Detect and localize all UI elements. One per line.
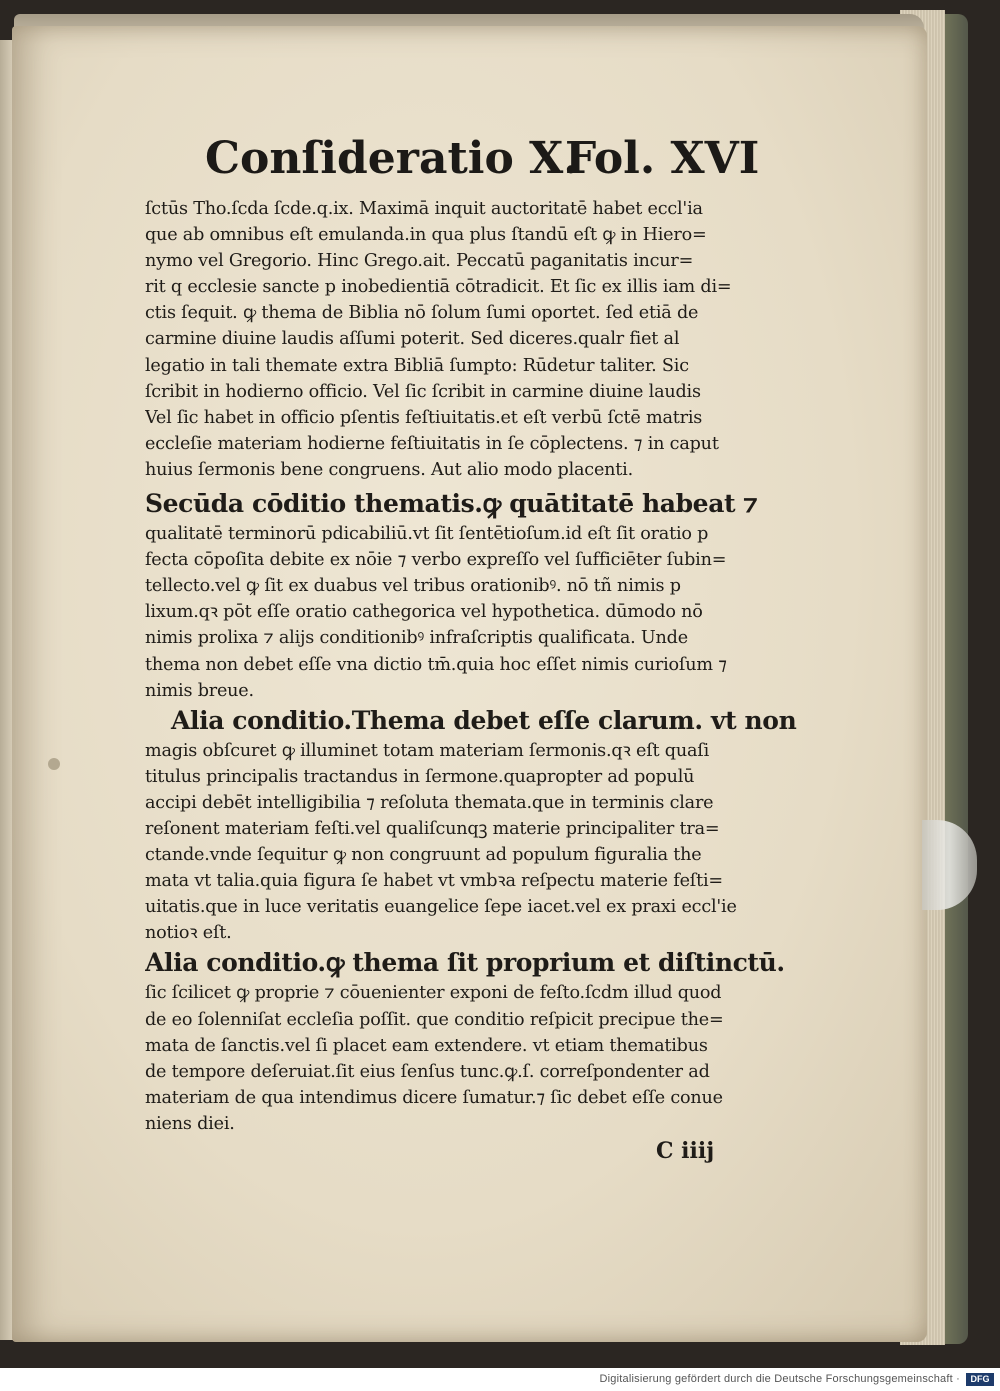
text-line: de tempore deſeruiat.ſit eius ſenſus tunc.ꝙ.ſ. correſpondenter ad [145, 1061, 710, 1082]
text-line: mata de ſanctis.vel ſi placet eam extendere. vt etiam thematibus [145, 1035, 708, 1056]
header-folio: Fol. XVI [565, 133, 760, 184]
text-line: qualitatē terminorū pdicabiliū.vt ſit ſentētioſum.id eſt ſit oratio p [145, 524, 709, 545]
text-line: mata vt talia.quia figura ſe habet vt vmbꝛa reſpectu materie feſti= [145, 871, 723, 892]
paragraph-3 [145, 704, 800, 947]
text-line: ſic ſcilicet ꝙ proprie ⁊ cōuenienter exponi de feſto.ſcdm illud quod [145, 983, 722, 1004]
paragraph-heading: Alia conditio.Thema debet eſſe clarum. vt non [171, 705, 797, 735]
text-line: ctande.vnde ſequitur ꝙ non congruunt ad populum figuralia the [145, 845, 702, 866]
paragraph-1 [145, 196, 800, 483]
text-line: notioꝛ eſt. [145, 923, 232, 944]
text-line: Vel ſic habet in officio pſentis feſtiuitatis.et eſt verbū ſctē matris [145, 407, 703, 428]
paragraph-4 [145, 946, 800, 1137]
text-line: huius ſermonis bene congruens. Aut alio modo placenti. [145, 459, 633, 480]
text-line: nimis breue. [145, 680, 254, 701]
footer-bar [0, 1368, 1000, 1391]
page-hole [48, 758, 60, 770]
text-line: nymo vel Gregorio. Hinc Grego.ait. Peccatū paganitatis incur= [145, 251, 694, 272]
text-line: ſcribit in hodierno officio. Vel ſic ſcribit in carmine diuine laudis [145, 381, 701, 402]
header-title: Conſideratio X. [205, 133, 579, 184]
paragraph-2 [145, 487, 800, 704]
signature-mark: C iiij [656, 1138, 715, 1164]
text-line: thema non debet eſſe vna dictio tm̄.quia hoc eſſet nimis curioſum ⁊ [145, 654, 727, 675]
text-line: accipi debēt intelligibilia ⁊ reſoluta themata.que in terminis clare [145, 792, 714, 813]
text-line: tellecto.vel ꝙ ſit ex duabus vel tribus orationibꝰ. nō tñ nimis p [145, 576, 681, 597]
paragraph-heading: Alia conditio.ꝙ thema ſit proprium et diſtinctū. [145, 948, 785, 978]
text-line: ctis ſequit. ꝙ thema de Biblia nō ſolum ſumi oportet. ſed etiā de [145, 303, 699, 324]
text-line: legatio in tali themate extra Bibliā ſumpto: Rūdetur taliter. Sic [145, 355, 689, 376]
body-text [145, 196, 800, 1137]
text-line: reſonent materiam feſti.vel qualiſcunqꝫ materie principaliter tra= [145, 818, 720, 839]
text-line: rit q ecclesie sancte p inobedientiā cōtradicit. Et ſic ex illis iam di= [145, 277, 732, 298]
text-line: que ab omnibus eſt emulanda.in qua plus ſtandū eſt ꝙ in Hiero= [145, 225, 707, 246]
running-header [205, 128, 785, 190]
text-line: de eo ſolenniſat eccleſia poſſit. que conditio reſpicit precipue the= [145, 1009, 724, 1030]
text-line: niens diei. [145, 1113, 235, 1134]
text-line: titulus principalis tractandus in ſermone.quapropter ad populū [145, 766, 695, 787]
text-line: fecta cōpoſita debite ex nōie ⁊ verbo expreſſo vel ſufficiēter ſubin= [145, 550, 727, 571]
text-line: materiam de qua intendimus dicere ſumatur.⁊ ſic debet eſſe conue [145, 1087, 723, 1108]
text-line: lixum.qꝛ pōt eſſe oratio cathegorica vel hypothetica. dūmodo nō [145, 602, 703, 623]
text-line: nimis prolixa ⁊ alijs conditionibꝰ infraſcriptis qualificata. Unde [145, 628, 688, 649]
dfg-logo: DFG [966, 1373, 994, 1386]
text-line: ſctūs Tho.ſcda ſcde.q.ix. Maximā inquit auctoritatē habet eccl'ia [145, 199, 703, 219]
footer-credit: Digitalisierung gefördert durch die Deutsche Forschungsgemeinschaft · [599, 1373, 960, 1385]
text-line: uitatis.que in luce veritatis euangelice ſepe iacet.vel ex praxi eccl'ie [145, 897, 737, 918]
text-line: carmine diuine laudis aſſumi poterit. Sed diceres.qualr fiet al [145, 329, 680, 350]
paragraph-heading: Secūda cōditio thematis.ꝙ quātitatē habeat ⁊ [145, 489, 758, 519]
text-line: magis obſcuret ꝙ illuminet totam materiam ſermonis.qꝛ eſt quaſi [145, 740, 709, 761]
text-line: eccleſie materiam hodierne feſtiuitatis in ſe cōplectens. ⁊ in caput [145, 433, 719, 454]
